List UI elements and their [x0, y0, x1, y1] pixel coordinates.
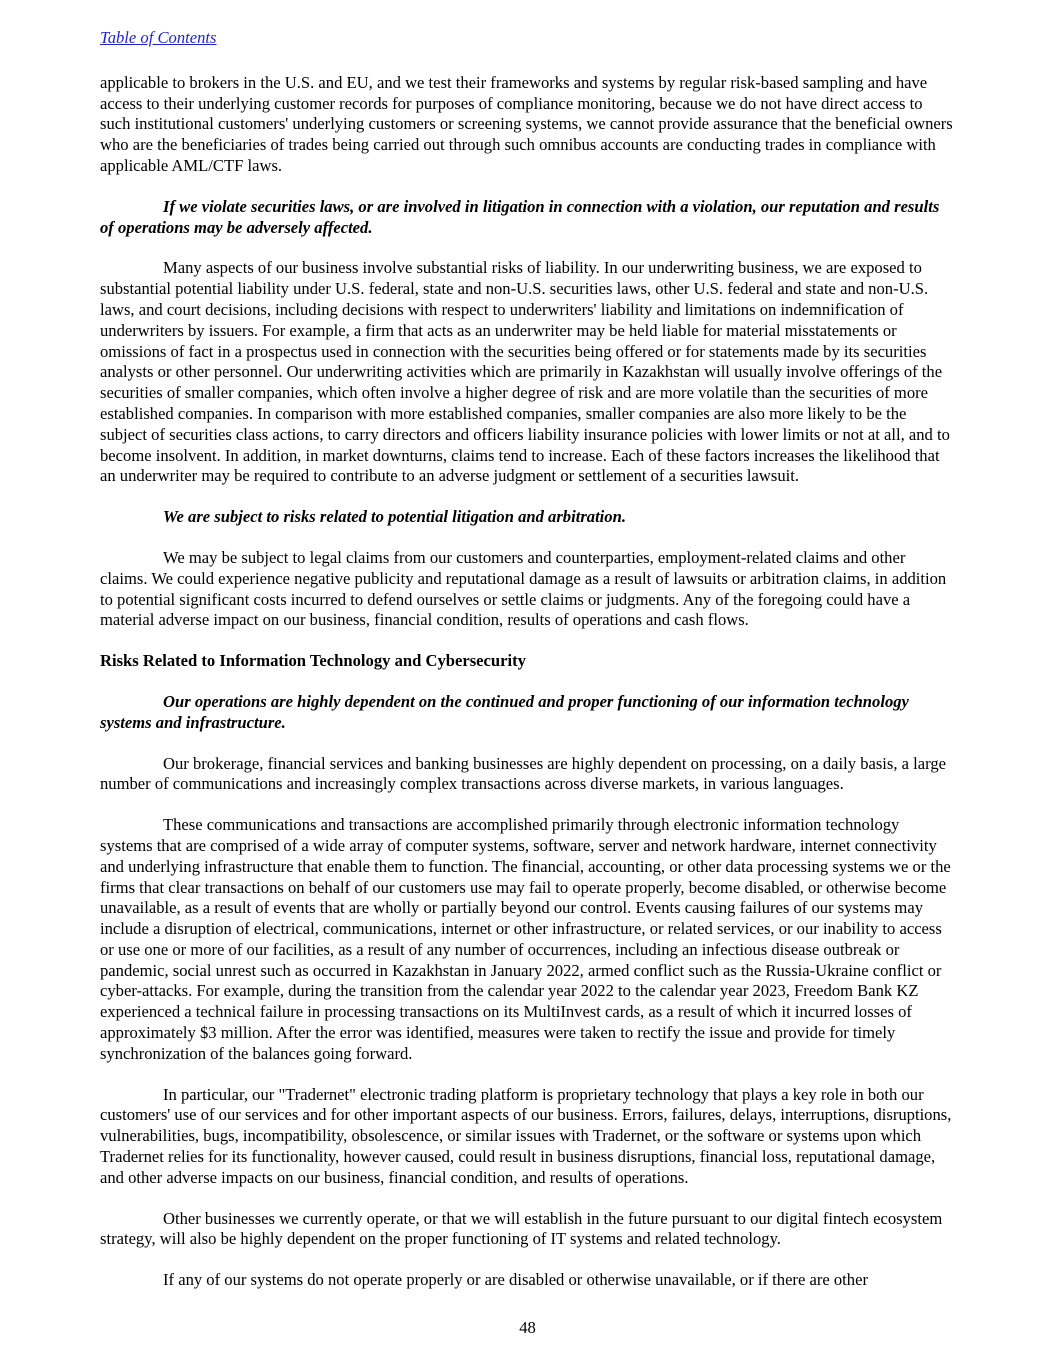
- paragraph: Our brokerage, financial services and banking businesses are highly dependent on processing, on a daily basis, a large number of communications and increasingly complex transactions across diverse markets, in various languages.: [100, 753, 947, 794]
- paragraph-continuation: applicable to brokers in the U.S. and EU, and we test their frameworks and systems by regular risk-based sampling and have access to their underlying customer records for purposes of compliance monitoring, because we do not have direct access to such institutional customers' underlying customers or screening systems, we cannot provide assurance that the beneficial owners who are the beneficiaries of trades being carried out through such omnibus accounts are conducting trades in compliance with applicable AML/CTF laws.: [100, 72, 953, 175]
- paragraph: In particular, our "Tradernet" electronic trading platform is proprietary technology that plays a key role in both our customers' use of our services and for other important aspects of our business. Errors, failures, delays, interruptions, disruptions, vulnerabilities, bugs, incompatibility, obsolescence, or similar issues with Tradernet, or the software or systems upon which Tradernet relies for its functionality, however caused, could result in business disruptions, financial loss, reputational damage, and other adverse impacts on our business, financial condition, and results of operations.: [100, 1084, 952, 1187]
- document-body: [100, 73, 955, 1291]
- paragraph: Other businesses we currently operate, or that we will establish in the future pursuant to our digital fintech ecosystem strategy, will also be highly dependent on the proper functioning of IT systems and related technology.: [100, 1208, 943, 1249]
- page-number: 48: [519, 1318, 536, 1338]
- paragraph: These communications and transactions are accomplished primarily through electronic information technology systems that are comprised of a wide array of computer systems, software, server and network hardware, internet connectivity and underlying infrastructure that enable them to function. The financial, accounting, or other data processing systems we or the firms that clear transactions on behalf of our customers use may fail to operate properly, become disabled, or otherwise become unavailable, as a result of events that are wholly or partially beyond our control. Events causing failures of our systems may include a disruption of electrical, communications, internet or other infrastructure, or related services, or our inability to access or use one or more of our facilities, as a result of any number of occurrences, including an infectious disease outbreak or pandemic, social unrest such as occurred in Kazakhstan in January 2022, armed conflict such as the Russia-Ukraine conflict or cyber-attacks. For example, during the transition from the calendar year 2022 to the calendar year 2023, Freedom Bank KZ experienced a technical failure in processing transactions on its MultiInvest cards, as a result of which it incurred losses of approximately $3 million. After the error was identified, measures were taken to rectify the issue and provide for timely synchronization of the balances going forward.: [100, 815, 951, 1063]
- table-of-contents-link[interactable]: Table of Contents: [100, 28, 217, 47]
- paragraph: If any of our systems do not operate properly or are disabled or otherwise unavailable, or if there are other: [163, 1270, 868, 1290]
- paragraph: We may be subject to legal claims from our customers and counterparties, employment-related claims and other claims. We could experience negative publicity and reputational damage as a result of lawsuits or arbitration claims, in addition to potential significant costs incurred to defend ourselves or settle claims or judgments. Any of the foregoing could have a material adverse impact on our business, financial condition, results of operations and cash flows.: [100, 547, 947, 630]
- section-heading: Risks Related to Information Technology and Cybersecurity: [100, 651, 526, 671]
- risk-factor-heading: Our operations are highly dependent on the continued and proper functioning of our information technology systems and infrastructure.: [100, 691, 909, 732]
- risk-factor-heading: We are subject to risks related to potential litigation and arbitration.: [163, 507, 626, 527]
- paragraph: Many aspects of our business involve substantial risks of liability. In our underwriting business, we are exposed to substantial potential liability under U.S. federal, state and non-U.S. securities laws, other U.S. federal and state and non-U.S. laws, and court decisions, including decisions with respect to underwriters' liability and limitations on indemnification of underwriters by issuers. For example, a firm that acts as an underwriter may be held liable for material misstatements or omissions of fact in a prospectus used in connection with the securities being offered or for statements made by its securities analysts or other personnel. Our underwriting activities which are primarily in Kazakhstan will usually involve offerings of the securities of smaller companies, which often involve a higher degree of risk and are more volatile than the securities of more established companies. In comparison with more established companies, smaller companies are also more likely to be the subject of securities class actions, to carry directors and officers liability insurance policies with lower limits or not at all, and to become insolvent. In addition, in market downturns, claims tend to increase. Each of these factors increases the likelihood that an underwriter may be required to contribute to an adverse judgment or settlement of a securities lawsuit.: [100, 258, 950, 486]
- risk-factor-heading: If we violate securities laws, or are involved in litigation in connection with a violation, our reputation and results of operations may be adversely affected.: [100, 196, 940, 237]
